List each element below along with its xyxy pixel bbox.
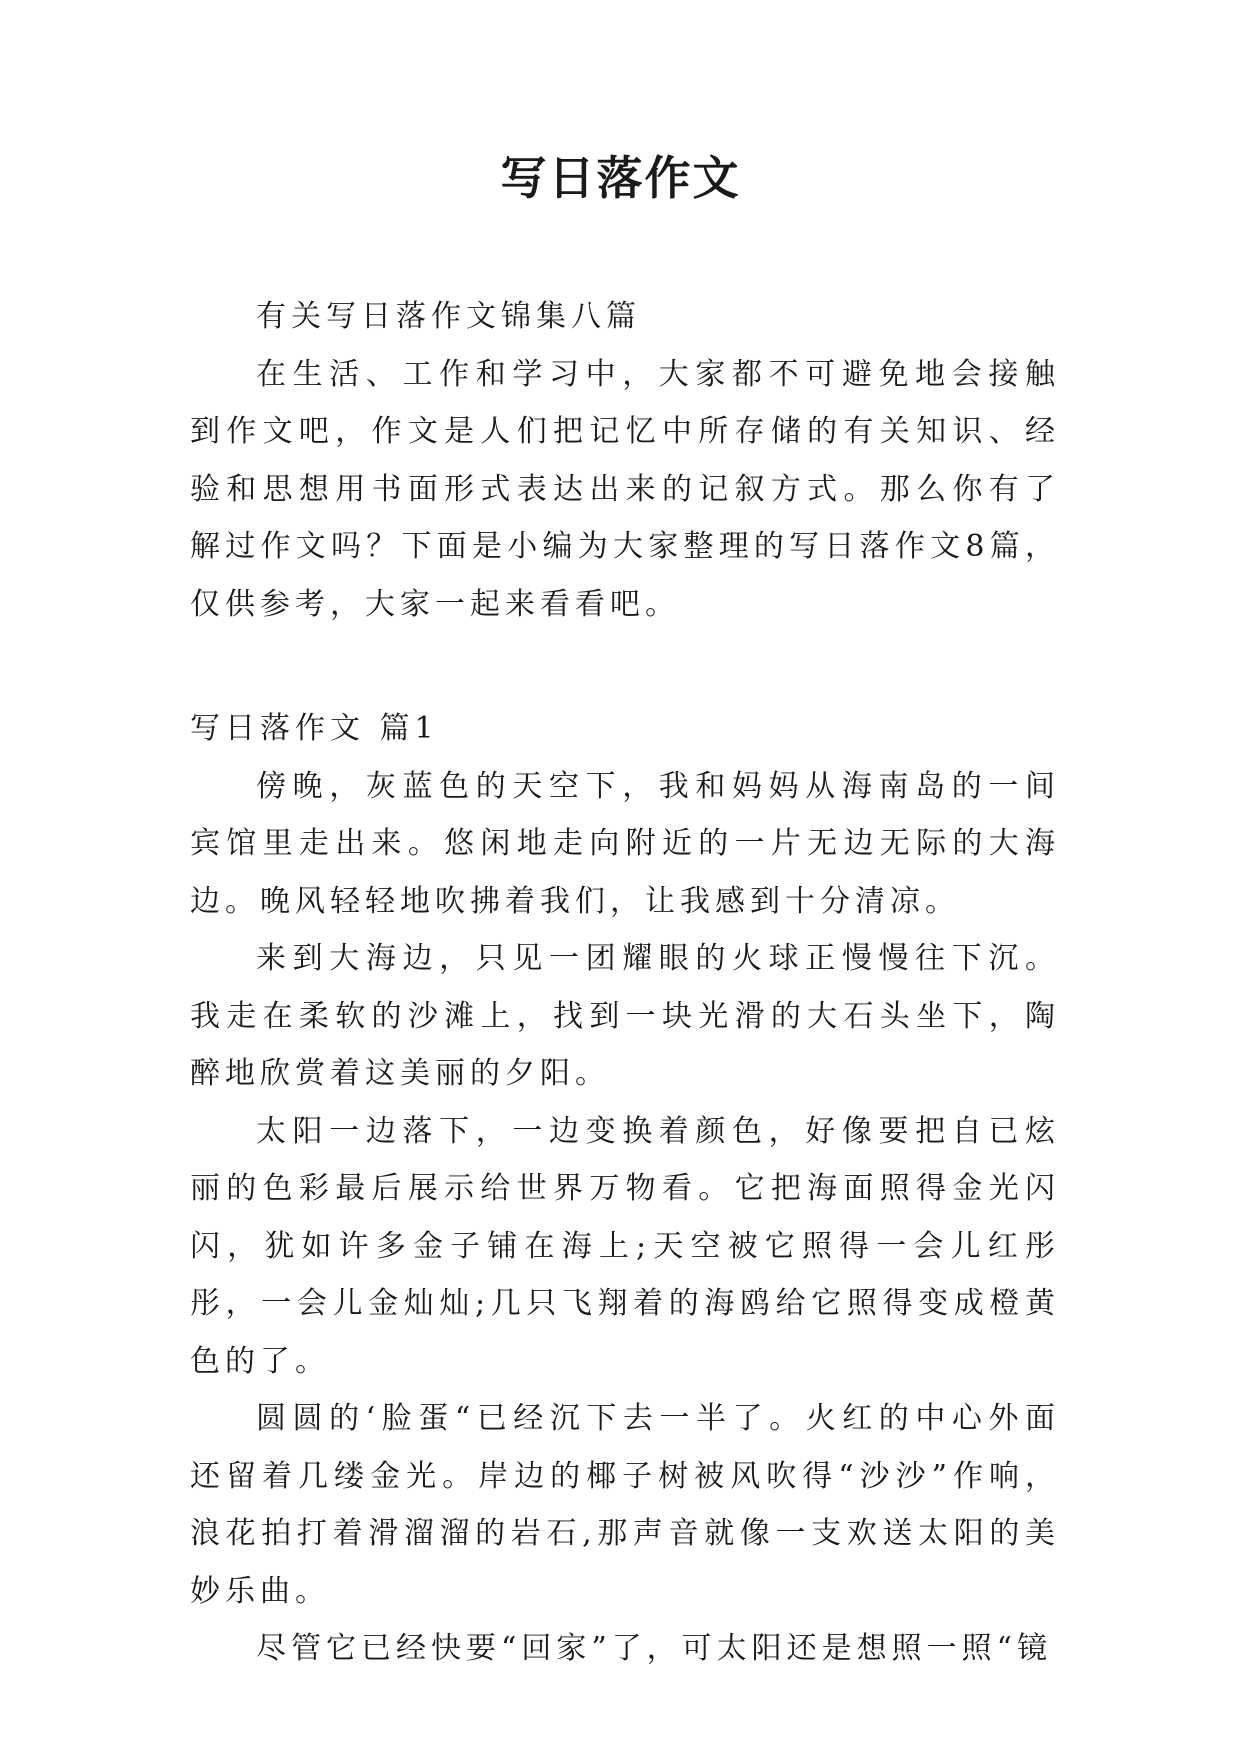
document-subtitle: 有关写日落作文锦集八篇 — [256, 299, 641, 334]
section-heading: 写日落作文 篇1 — [190, 711, 439, 746]
document-title: 写日落作文 — [500, 151, 741, 205]
document-body — [190, 288, 1060, 1678]
body-paragraph: 圆圆的‘脸蛋“已经沉下去一半了。火红的中心外面还留着几缕金光。岸边的椰子树被风吹得“沙沙”作响，浪花拍打着滑溜溜的岩石,那声音就像一支欢送太阳的美妙乐曲。 — [190, 1401, 1060, 1609]
body-paragraph: 太阳一边落下，一边变换着颜色，好像要把自已炫丽的色彩最后展示给世界万物看。它把海面照得金光闪闪，犹如许多金子铺在海上;天空被它照得一会儿红彤彤，一会儿金灿灿;几只飞翔着的海鸥给它照得变成橙黄色的了。 — [190, 1113, 1060, 1379]
section-spacer — [190, 633, 1060, 700]
body-paragraph: 来到大海边，只见一团耀眼的火球正慢慢往下沉。我走在柔软的沙滩上，找到一块光滑的大石头坐下，陶醉地欣赏着这美丽的夕阳。 — [190, 941, 1060, 1091]
body-paragraph: 傍晚，灰蓝色的天空下，我和妈妈从海南岛的一间宾馆里走出来。悠闲地走向附近的一片无边无际的大海边。晚风轻轻地吹拂着我们，让我感到十分清凉。 — [190, 768, 1060, 919]
body-paragraph: 尽管它已经快要“回家”了，可太阳还是想照一照“镜 — [256, 1631, 1053, 1666]
intro-paragraph: 在生活、工作和学习中，大家都不可避免地会接触到作文吧，作文是人们把记忆中所存储的有关知识、经验和思想用书面形式表达出来的记叙方式。那么你有了解过作文吗？下面是小编为大家整理的写日落作文8篇，仅供参考，大家一起来看看吧。 — [190, 356, 1060, 622]
